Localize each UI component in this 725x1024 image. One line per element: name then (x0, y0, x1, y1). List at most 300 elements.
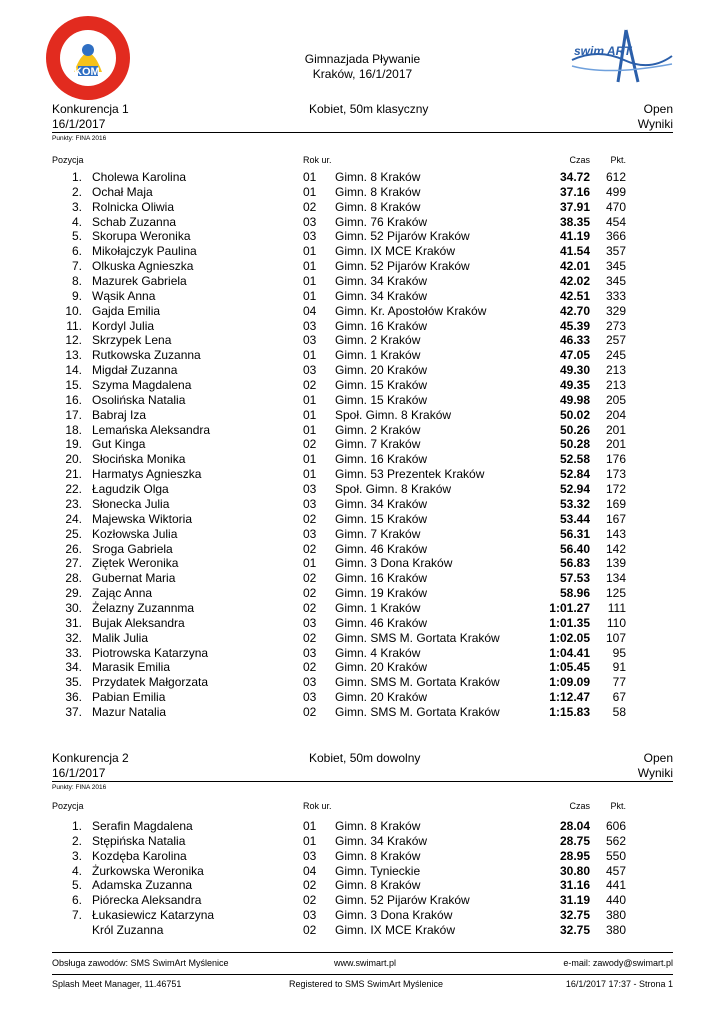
result-points: 173 (605, 467, 626, 482)
result-name: Migdał Zuzanna (92, 363, 178, 378)
result-position: 23. (65, 496, 82, 511)
divider (52, 781, 673, 782)
result-points: 201 (605, 422, 626, 437)
result-points: 440 (605, 893, 626, 908)
result-points: 111 (607, 600, 626, 615)
result-name: Ochał Maja (92, 184, 153, 199)
result-club: Gimn. 46 Kraków (335, 615, 428, 630)
result-row (0, 616, 725, 631)
result-name: Kozdęba Karolina (92, 848, 187, 863)
result-time: 1:01.27 (549, 600, 590, 615)
meet-subtitle: Kraków, 16/1/2017 (312, 67, 413, 81)
result-row (0, 819, 725, 834)
result-position: 34. (65, 660, 82, 675)
result-name: Król Zuzanna (92, 922, 164, 937)
result-club: Gimn. 3 Dona Kraków (335, 556, 453, 571)
result-name: Adamska Zuzanna (92, 878, 193, 893)
result-year: 02 (303, 893, 317, 908)
result-year: 03 (303, 363, 317, 378)
result-time: 56.31 (559, 526, 590, 541)
result-position: 4. (71, 863, 82, 878)
result-club: Gimn. 16 Kraków (335, 452, 428, 467)
result-time: 1:12.47 (549, 690, 590, 705)
col-position: Pozycja (52, 155, 84, 165)
footer-software: Splash Meet Manager, 11.46751 (52, 979, 182, 989)
result-position: 17. (65, 407, 82, 422)
swimart-logo-text: swim ART (574, 44, 632, 58)
result-year: 02 (303, 922, 317, 937)
result-name: Łagudzik Olga (92, 482, 169, 497)
result-points: 142 (605, 541, 626, 556)
result-name: Gubernat Maria (92, 571, 176, 586)
result-club: Gimn. 1 Kraków (335, 348, 421, 363)
result-club: Gimn. 3 Dona Kraków (335, 908, 453, 923)
result-position: 29. (65, 586, 82, 601)
result-name: Serafin Magdalena (92, 819, 193, 833)
result-club: Gimn. IX MCE Kraków (335, 244, 456, 259)
result-name: Gajda Emilia (92, 303, 161, 318)
result-row (0, 893, 725, 908)
result-year: 03 (303, 318, 317, 333)
result-position: 3. (71, 199, 82, 214)
event-2-points-note: Punkty: FINA 2016 (52, 784, 107, 791)
result-year: 02 (303, 571, 317, 586)
result-row (0, 215, 725, 230)
result-name: Słocińska Monika (92, 452, 186, 467)
result-club: Gimn. 53 Prezentek Kraków (335, 467, 485, 482)
col-time: Czas (569, 801, 590, 811)
result-name: Wąsik Anna (92, 288, 156, 303)
result-points: 380 (605, 908, 626, 923)
result-points: 470 (605, 199, 626, 214)
result-year: 02 (303, 378, 317, 393)
footer-page-info: 16/1/2017 17:37 - Strona 1 (565, 979, 673, 989)
footer-divider-bottom (52, 974, 673, 975)
result-position: 33. (65, 645, 82, 660)
result-club: Gimn. IX MCE Kraków (335, 922, 456, 937)
result-points: 499 (605, 184, 626, 199)
result-club: Gimn. 34 Kraków (335, 288, 428, 303)
event-2-date: 16/1/2017 (52, 766, 106, 780)
result-club: Gimn. 8 Kraków (335, 184, 421, 199)
result-time: 56.40 (559, 541, 590, 556)
result-row (0, 170, 725, 185)
result-row (0, 348, 725, 363)
result-time: 50.02 (559, 407, 590, 422)
result-position: 14. (65, 363, 82, 378)
result-time: 30.80 (559, 863, 590, 878)
result-time: 49.98 (559, 392, 590, 407)
result-club: Gimn. 8 Kraków (335, 199, 421, 214)
kom-logo-text: KOM (74, 66, 100, 78)
result-club: Gimn. 16 Kraków (335, 318, 428, 333)
result-club: Gimn. 15 Kraków (335, 392, 428, 407)
result-time: 47.05 (559, 348, 590, 363)
result-row (0, 849, 725, 864)
result-position: 28. (65, 571, 82, 586)
result-points: 457 (605, 863, 626, 878)
result-year: 01 (303, 392, 317, 407)
result-time: 42.02 (559, 274, 590, 289)
result-position: 8. (71, 274, 82, 289)
result-position: 4. (71, 214, 82, 229)
result-position: 36. (65, 690, 82, 705)
result-club: Gimn. 34 Kraków (335, 274, 428, 289)
result-row (0, 878, 725, 893)
result-time: 56.83 (559, 556, 590, 571)
result-points: 612 (605, 170, 626, 184)
result-points: 204 (605, 407, 626, 422)
result-row (0, 408, 725, 423)
result-name: Mikołajczyk Paulina (92, 244, 197, 259)
result-time: 28.95 (559, 848, 590, 863)
result-name: Łukasiewicz Katarzyna (92, 908, 215, 923)
result-time: 1:04.41 (549, 645, 590, 660)
result-name: Rolnicka Oliwia (92, 199, 175, 214)
result-year: 01 (303, 422, 317, 437)
result-name: Schab Zuzanna (92, 214, 177, 229)
result-time: 1:09.09 (549, 675, 590, 690)
result-name: Harmatys Agnieszka (92, 467, 202, 482)
result-year: 03 (303, 675, 317, 690)
result-year: 02 (303, 660, 317, 675)
result-name: Kozłowska Julia (92, 526, 178, 541)
result-club: Gimn. 8 Kraków (335, 819, 421, 833)
result-year: 01 (303, 819, 317, 833)
result-time: 42.70 (559, 303, 590, 318)
result-points: 562 (605, 833, 626, 848)
result-position: 7. (71, 259, 82, 274)
result-points: 366 (605, 229, 626, 244)
result-name: Mazurek Gabriela (92, 274, 187, 289)
result-position: 15. (65, 378, 82, 393)
result-time: 34.72 (559, 170, 590, 184)
result-points: 125 (605, 586, 626, 601)
result-name: Zając Anna (92, 586, 153, 601)
result-row (0, 646, 725, 661)
result-row (0, 586, 725, 601)
result-points: 167 (605, 511, 626, 526)
result-club: Gimn. 34 Kraków (335, 833, 428, 848)
result-position: 12. (65, 333, 82, 348)
result-name: Lemańska Aleksandra (92, 422, 211, 437)
result-points: 95 (612, 645, 626, 660)
result-position: 7. (71, 908, 82, 923)
result-time: 37.16 (559, 184, 590, 199)
result-position: 20. (65, 452, 82, 467)
result-name: Przydatek Małgorzata (92, 675, 209, 690)
result-time: 52.58 (559, 452, 590, 467)
result-points: 67 (612, 690, 626, 705)
result-year: 03 (303, 214, 317, 229)
result-position: 13. (65, 348, 82, 363)
result-year: 02 (303, 199, 317, 214)
result-time: 57.53 (559, 571, 590, 586)
result-position: 16. (65, 392, 82, 407)
result-points: 169 (605, 496, 626, 511)
result-time: 31.19 (559, 893, 590, 908)
result-position: 9. (71, 288, 82, 303)
result-points: 77 (612, 675, 626, 690)
col-year: Rok ur. (303, 801, 332, 811)
result-club: Społ. Gimn. 8 Kraków (335, 407, 452, 422)
result-club: Gimn. 4 Kraków (335, 645, 421, 660)
result-year: 02 (303, 630, 317, 645)
result-name: Bujak Aleksandra (92, 615, 185, 630)
result-row (0, 497, 725, 512)
result-time: 1:15.83 (549, 704, 590, 719)
result-club: Gimn. 16 Kraków (335, 571, 428, 586)
result-club: Gimn. 7 Kraków (335, 437, 421, 452)
result-points: 329 (605, 303, 626, 318)
result-row (0, 542, 725, 557)
result-row (0, 378, 725, 393)
result-name: Piórecka Aleksandra (92, 893, 202, 908)
result-position: 31. (65, 615, 82, 630)
event-1-name: Kobiet, 50m klasyczny (309, 102, 429, 116)
result-row (0, 437, 725, 452)
col-points: Pkt. (610, 801, 626, 811)
result-time: 1:01.35 (549, 615, 590, 630)
result-year: 02 (303, 586, 317, 601)
result-points: 333 (605, 288, 626, 303)
result-club: Gimn. SMS M. Gortata Kraków (335, 630, 500, 645)
result-points: 441 (605, 878, 626, 893)
result-points: 357 (605, 244, 626, 259)
result-row (0, 333, 725, 348)
result-points: 273 (605, 318, 626, 333)
result-name: Pabian Emilia (92, 690, 166, 705)
result-year: 03 (303, 229, 317, 244)
result-time: 50.26 (559, 422, 590, 437)
result-club: Gimn. 8 Kraków (335, 878, 421, 893)
result-row (0, 452, 725, 467)
result-position: 1. (71, 819, 82, 833)
result-row (0, 571, 725, 586)
result-year: 03 (303, 333, 317, 348)
result-points: 245 (605, 348, 626, 363)
result-time: 1:02.05 (549, 630, 590, 645)
result-name: Malik Julia (92, 630, 149, 645)
result-time: 46.33 (559, 333, 590, 348)
result-year: 04 (303, 303, 317, 318)
result-position: 27. (65, 556, 82, 571)
result-time: 37.91 (559, 199, 590, 214)
result-row (0, 229, 725, 244)
result-name: Skorupa Weronika (92, 229, 191, 244)
result-year: 01 (303, 184, 317, 199)
result-year: 03 (303, 615, 317, 630)
result-row (0, 908, 725, 923)
result-row (0, 527, 725, 542)
result-position: 3. (71, 848, 82, 863)
result-position: 37. (65, 704, 82, 719)
result-year: 03 (303, 690, 317, 705)
result-time: 32.75 (559, 908, 590, 923)
result-position: 19. (65, 437, 82, 452)
result-row (0, 512, 725, 527)
result-year: 01 (303, 244, 317, 259)
result-club: Gimn. 20 Kraków (335, 690, 428, 705)
result-club: Gimn. SMS M. Gortata Kraków (335, 675, 500, 690)
result-year: 01 (303, 833, 317, 848)
result-points: 454 (605, 214, 626, 229)
result-name: Gut Kinga (92, 437, 146, 452)
result-club: Gimn. 19 Kraków (335, 586, 428, 601)
result-club: Gimn. 52 Pijarów Kraków (335, 259, 470, 274)
result-row (0, 244, 725, 259)
result-club: Gimn. 15 Kraków (335, 378, 428, 393)
result-row (0, 423, 725, 438)
result-points: 172 (605, 482, 626, 497)
result-name: Olkuska Agnieszka (92, 259, 194, 274)
result-points: 201 (605, 437, 626, 452)
result-time: 28.04 (559, 819, 590, 833)
result-position: 21. (65, 467, 82, 482)
result-row (0, 363, 725, 378)
result-position: 6. (71, 893, 82, 908)
result-club: Gimn. 20 Kraków (335, 660, 428, 675)
result-time: 38.35 (559, 214, 590, 229)
result-points: 110 (606, 615, 626, 630)
result-points: 139 (605, 556, 626, 571)
event-1-points-note: Punkty: FINA 2016 (52, 135, 107, 142)
result-row (0, 864, 725, 879)
result-name: Słonecka Julia (92, 496, 170, 511)
result-time: 1:05.45 (549, 660, 590, 675)
result-points: 143 (605, 526, 626, 541)
result-year: 01 (303, 288, 317, 303)
divider (52, 132, 673, 133)
result-year: 01 (303, 556, 317, 571)
result-year: 01 (303, 407, 317, 422)
event-1-date: 16/1/2017 (52, 117, 106, 131)
result-points: 205 (605, 392, 626, 407)
event-1-label: Konkurencja 1 (52, 102, 129, 116)
result-time: 45.39 (559, 318, 590, 333)
result-club: Gimn. 1 Kraków (335, 600, 421, 615)
result-row (0, 319, 725, 334)
result-points: 213 (605, 378, 626, 393)
result-position: 35. (65, 675, 82, 690)
event-1-status: Wyniki (637, 117, 673, 131)
result-row (0, 259, 725, 274)
result-time: 50.28 (559, 437, 590, 452)
result-time: 42.51 (559, 288, 590, 303)
result-points: 380 (605, 922, 626, 937)
event-2-category: Open (643, 751, 673, 765)
result-time: 42.01 (559, 259, 590, 274)
result-row (0, 923, 725, 938)
result-time: 41.19 (559, 229, 590, 244)
result-club: Gimn. 2 Kraków (335, 333, 421, 348)
event-2-label: Konkurencja 2 (52, 751, 129, 765)
result-club: Gimn. Tynieckie (335, 863, 421, 878)
result-year: 02 (303, 600, 317, 615)
event-2-status: Wyniki (637, 766, 673, 780)
result-year: 03 (303, 908, 317, 923)
result-time: 53.32 (559, 496, 590, 511)
result-year: 03 (303, 848, 317, 863)
result-name: Żelazny Zuzannma (92, 600, 195, 615)
result-name: Marasik Emilia (92, 660, 171, 675)
result-club: Społ. Gimn. 8 Kraków (335, 482, 452, 497)
result-points: 134 (605, 571, 626, 586)
result-club: Gimn. 7 Kraków (335, 526, 421, 541)
result-year: 03 (303, 526, 317, 541)
result-position: 2. (71, 184, 82, 199)
result-position: 22. (65, 482, 82, 497)
result-club: Gimn. 52 Pijarów Kraków (335, 893, 470, 908)
result-position: 10. (65, 303, 82, 318)
result-time: 58.96 (559, 586, 590, 601)
result-row (0, 834, 725, 849)
result-year: 02 (303, 511, 317, 526)
result-row (0, 601, 725, 616)
footer-email: e-mail: zawody@swimart.pl (563, 958, 673, 968)
result-club: Gimn. 8 Kraków (335, 848, 421, 863)
result-row (0, 467, 725, 482)
result-row (0, 705, 725, 720)
result-time: 32.75 (559, 922, 590, 937)
event-2-name: Kobiet, 50m dowolny (309, 751, 421, 765)
footer-website: www.swimart.pl (334, 958, 397, 968)
result-name: Babraj Iza (92, 407, 147, 422)
meet-title: Gimnazjada Pływanie (304, 52, 421, 66)
result-row (0, 675, 725, 690)
result-position: 6. (71, 244, 82, 259)
result-year: 03 (303, 496, 317, 511)
result-row (0, 482, 725, 497)
result-position: 5. (71, 878, 82, 893)
result-points: 345 (605, 259, 626, 274)
result-club: Gimn. 34 Kraków (335, 496, 428, 511)
result-name: Majewska Wiktoria (92, 511, 193, 526)
col-points: Pkt. (610, 155, 626, 165)
result-position: 18. (65, 422, 82, 437)
result-row (0, 289, 725, 304)
result-position: 26. (65, 541, 82, 556)
result-name: Piotrowska Katarzyna (92, 645, 209, 660)
result-name: Osolińska Natalia (92, 392, 186, 407)
result-club: Gimn. 76 Kraków (335, 214, 428, 229)
result-points: 176 (605, 452, 626, 467)
col-year: Rok ur. (303, 155, 332, 165)
result-club: Gimn. 20 Kraków (335, 363, 428, 378)
result-row (0, 393, 725, 408)
result-year: 01 (303, 274, 317, 289)
result-points: 257 (605, 333, 626, 348)
result-points: 550 (605, 848, 626, 863)
result-time: 52.94 (559, 482, 590, 497)
result-points: 107 (605, 630, 626, 645)
result-year: 03 (303, 482, 317, 497)
result-year: 02 (303, 704, 317, 719)
result-position: 24. (65, 511, 82, 526)
result-position: 5. (71, 229, 82, 244)
result-year: 01 (303, 452, 317, 467)
result-row (0, 304, 725, 319)
result-position: 11. (66, 318, 82, 333)
result-year: 02 (303, 541, 317, 556)
result-name: Sroga Gabriela (92, 541, 173, 556)
result-year: 02 (303, 437, 317, 452)
result-row (0, 660, 725, 675)
result-position: 2. (71, 833, 82, 848)
result-time: 53.44 (559, 511, 590, 526)
result-name: Mazur Natalia (92, 704, 167, 719)
footer-organizer: Obsługa zawodów: SMS SwimArt Myślenice (52, 958, 229, 968)
